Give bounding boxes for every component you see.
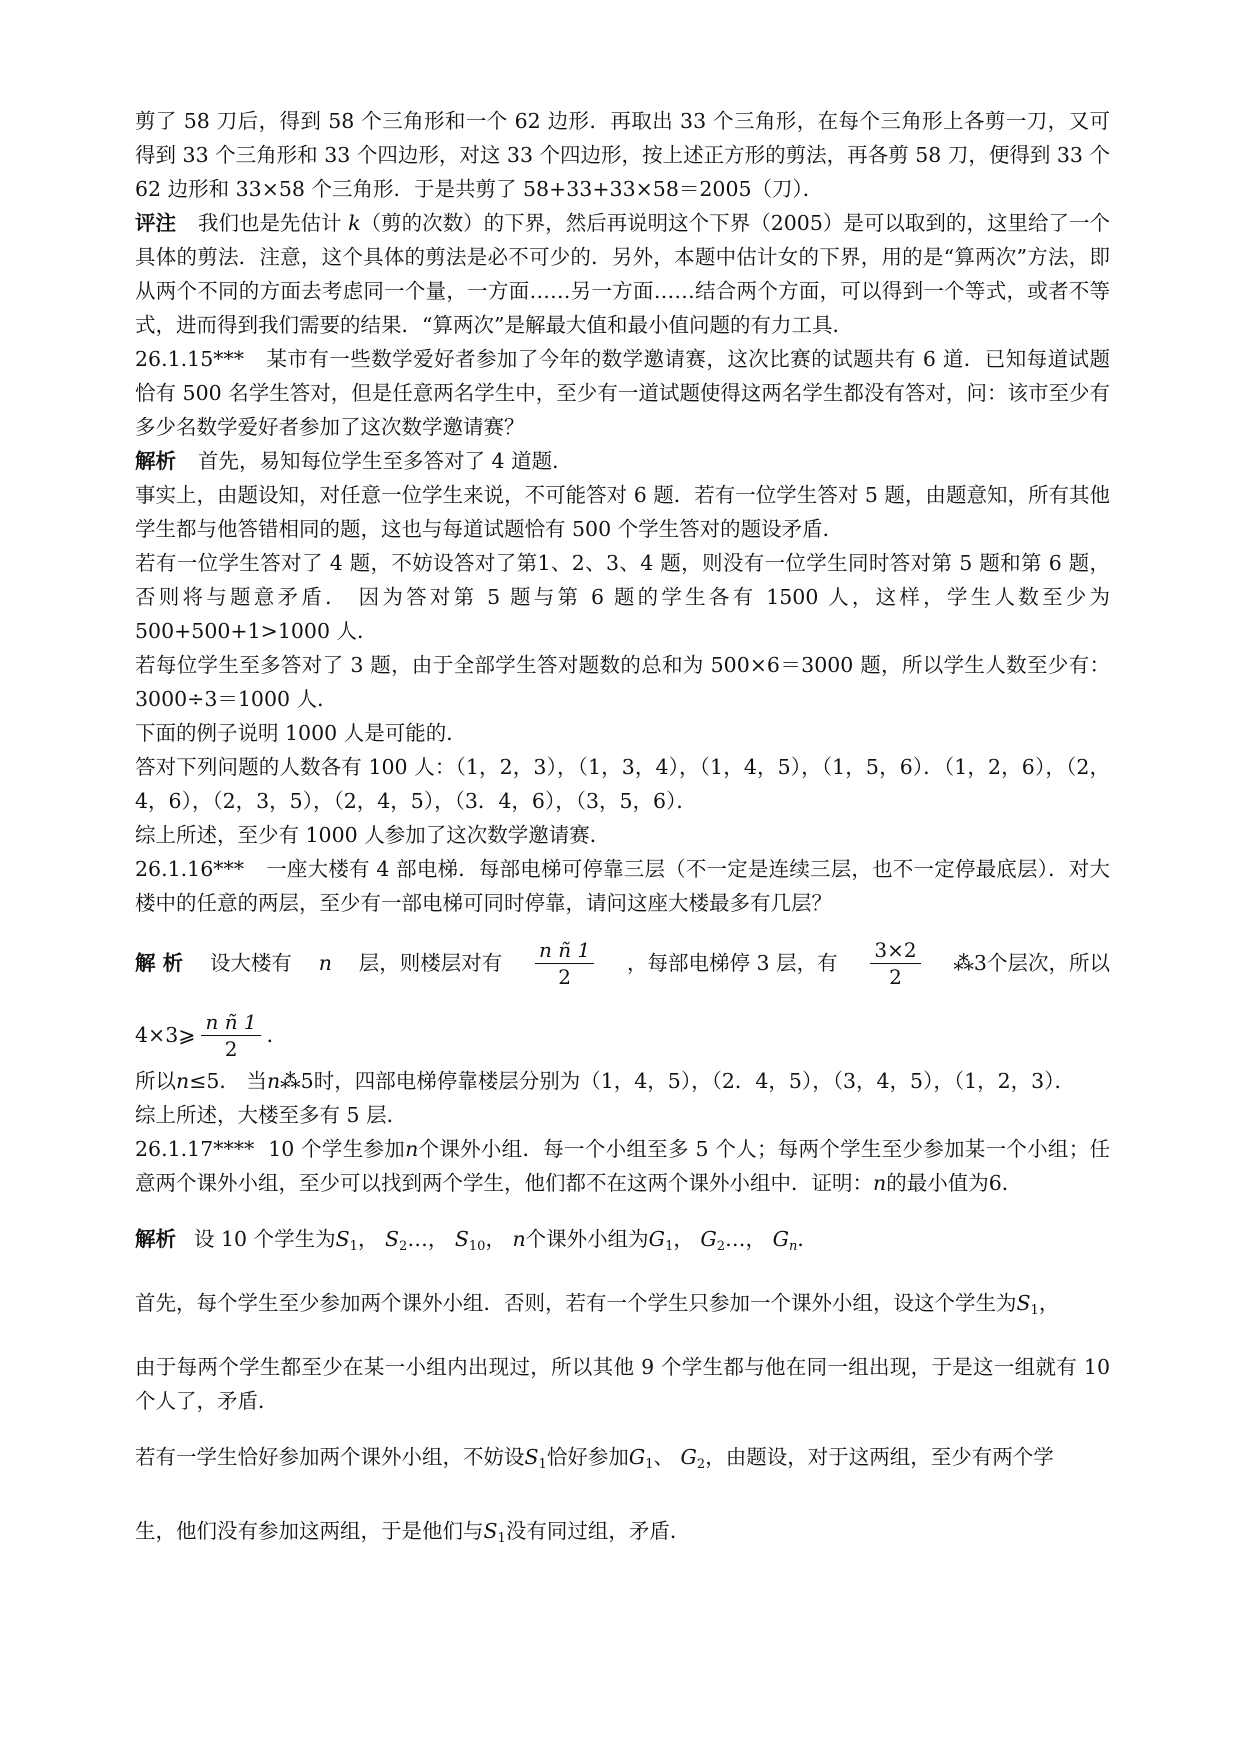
comment-label: 评注 xyxy=(135,211,177,235)
subscript: n xyxy=(788,1239,798,1254)
subscript: 1 xyxy=(665,1239,674,1254)
solution-16-line3-b: ≤5． 当 xyxy=(189,1069,267,1093)
solution-17-p3-c: 、 xyxy=(653,1445,674,1469)
fraction-numerator: 3×2 xyxy=(870,937,920,964)
comment-paragraph xyxy=(135,206,1110,342)
solution-17-intro xyxy=(135,1222,1110,1264)
var-G: G xyxy=(700,1227,717,1251)
inequality-end: ． xyxy=(266,1023,288,1047)
fraction-denominator: 2 xyxy=(224,1036,238,1061)
solution-17-label: 解析 xyxy=(135,1227,176,1251)
solution-16-conclusion: 综上所述，大楼至多有 5 层． xyxy=(135,1103,408,1127)
solution-16-text-b: 层，则楼层对有 xyxy=(358,951,503,975)
solution-17-text-b: ， xyxy=(357,1227,379,1251)
var-n: n xyxy=(405,1137,419,1161)
paragraph-cutting-conclusion: 剪了 58 刀后，得到 58 个三角形和一个 62 边形．再取出 33 个三角形，在每个三角形上各剪一刀，又可得到 33 个三角形和 33 个四边形，对这 33 个四边形，按上述正方形的剪法，再各剪 58 刀，便得到 33 个 62 边形和 33×58 个三角形．于是共剪了 58+33+33×58＝2005（刀）． xyxy=(135,109,1110,201)
var-k: k xyxy=(348,211,361,235)
solution-17-p3-d: ，由题设，对于这两组，至少有两个学 xyxy=(705,1445,1054,1469)
var-S: S xyxy=(483,1519,498,1543)
solution-15-label: 解析 xyxy=(135,449,176,473)
subscript: 1 xyxy=(538,1457,547,1472)
document-page xyxy=(135,104,1110,1556)
solution-16-line3-a: 所以 xyxy=(135,1069,176,1093)
subscript: 1 xyxy=(349,1239,358,1254)
solution-15-line: 若有一位学生答对了 4 题，不妨设答对了第1、2、3、4 题，则没有一位学生同时答对第 5 题和第 6 题，否则将与题意矛盾． 因为答对第 5 题与第 6 题的学生各有 1500 人，这样，学生人数至少为 500+500+1>1000 人． xyxy=(135,551,1110,643)
solution-17-para-4 xyxy=(135,1514,1110,1556)
problem-15 xyxy=(135,342,1110,444)
var-n: n xyxy=(318,951,332,975)
solution-17-para-1 xyxy=(135,1286,1110,1328)
solution-17-p1-text: 首先，每个学生至少参加两个课外小组．否则，若有一个学生只参加一个课外小组，设这个学生为 xyxy=(135,1291,1017,1315)
solution-16-text-a: 设大楼有 xyxy=(209,951,292,975)
var-n: n xyxy=(176,1069,190,1093)
var-S: S xyxy=(1016,1291,1031,1315)
subscript: 2 xyxy=(399,1239,408,1254)
var-G: G xyxy=(628,1445,646,1469)
solution-17-p1-end: ， xyxy=(1038,1291,1060,1315)
solution-15-line: 答对下列问题的人数各有 100 人：（1，2，3），（1，3，4），（1，4，5），（1，5，6）．（1，2，6），（2，4，6），（2，3，5），（2，4，5），（3．4，6），（3，5，6）． xyxy=(135,755,1110,813)
fraction-floor-pairs xyxy=(535,937,594,990)
problem-15-number: 26.1.15*** xyxy=(135,347,244,371)
var-S: S xyxy=(524,1445,539,1469)
solution-17-text-b2: ， xyxy=(673,1227,694,1251)
fraction-floor-pairs xyxy=(201,1009,260,1062)
solution-17-text-c: …， xyxy=(407,1227,449,1251)
solution-17-text-c2: …， xyxy=(725,1227,767,1251)
var-n: n xyxy=(873,1171,887,1195)
var-S: S xyxy=(384,1227,400,1251)
solution-17-text-d: ， xyxy=(485,1227,506,1251)
solution-15-first-text: 首先，易知每位学生至多答对了 4 道题． xyxy=(198,449,573,473)
subscript: 2 xyxy=(696,1457,706,1472)
comment-text-a: 我们也是先估计 xyxy=(198,211,342,235)
problem-17 xyxy=(135,1132,1110,1200)
problem-17-text-c: 的最小值为6． xyxy=(886,1171,1023,1195)
problem-17-text-a: 10 个学生参加 xyxy=(268,1137,406,1161)
var-n: n xyxy=(266,1069,281,1093)
solution-17-p4-b: 没有同过组，矛盾． xyxy=(505,1519,691,1543)
subscript: 1 xyxy=(497,1531,506,1546)
solution-17-p3-a: 若有一学生恰好参加两个课外小组，不妨设 xyxy=(135,1445,525,1469)
solution-17-para-3 xyxy=(135,1440,1110,1482)
solution-16-line-3 xyxy=(135,1064,1110,1098)
fraction-numerator: n ñ 1 xyxy=(535,937,594,964)
var-S: S xyxy=(454,1227,469,1251)
solution-16-text-d: ⁂3个层次，所以 xyxy=(953,951,1110,975)
solution-15-line: 若每位学生至多答对了 3 题，由于全部学生答对题数的总和为 500×6＝3000 题，所以学生人数至少有：3000÷3＝1000 人． xyxy=(135,653,1110,711)
solution-16-inequality xyxy=(135,1006,1110,1064)
problem-15-text: 某市有一些数学爱好者参加了今年的数学邀请赛，这次比赛的试题共有 6 道．已知每道试题恰有 500 名学生答对，但是任意两名学生中，至少有一道试题使得这两名学生都没有答对，问：该市至少有多少名数学爱好者参加了这次数学邀请赛？ xyxy=(135,347,1110,439)
solution-15-line: 事实上，由题设知，对任意一位学生来说，不可能答对 6 题．若有一位学生答对 5 题，由题意知，所有其他学生都与他答错相同的题，这也与每道试题恰有 500 个学生答对的题设矛盾． xyxy=(135,483,1110,541)
subscript: 2 xyxy=(716,1239,726,1254)
var-S: S xyxy=(335,1227,350,1251)
solution-17-text-a: 设 10 个学生为 xyxy=(194,1227,336,1251)
solution-17-para-2: 由于每两个学生都至少在某一小组内出现过，所以其他 9 个学生都与他在同一组出现，于是这一组就有 10 个人了，矛盾． xyxy=(135,1355,1110,1413)
problem-16 xyxy=(135,852,1110,920)
problem-16-number: 26.1.16*** xyxy=(135,857,244,881)
solution-15-line: 下面的例子说明 1000 人是可能的． xyxy=(135,721,467,745)
fraction-numerator: n ñ 1 xyxy=(201,1009,260,1036)
var-G: G xyxy=(648,1227,666,1251)
problem-17-text-b: 个课外小组．每一个小组至多 5 个人；每两个学生至少参加某一个小组；任意两个课外小组，至少可以找到两个学生，他们都不在这两个课外小组中．证明： xyxy=(135,1137,1110,1195)
subscript: 1 xyxy=(645,1457,654,1472)
inequality-left: 4×3⩾ xyxy=(135,1023,196,1047)
solution-16-line3-c: ⁂5时，四部电梯停靠楼层分别为（1，4，5），（2．4，5），（3，4，5），（1，2，3）． xyxy=(280,1069,1075,1093)
solution-17-text-f: ． xyxy=(797,1227,818,1251)
fraction-elevator-pairs xyxy=(870,937,920,990)
solution-17-p3-b: 恰好参加 xyxy=(546,1445,629,1469)
solution-16-line-1 xyxy=(135,934,1110,992)
var-G: G xyxy=(680,1445,697,1469)
var-n: n xyxy=(512,1227,526,1251)
subscript: 10 xyxy=(468,1239,486,1254)
fraction-denominator: 2 xyxy=(558,964,571,989)
fraction-denominator: 2 xyxy=(889,964,902,989)
comment-text-b: （剪的次数）的下界，然后再说明这个下界（2005）是可以取到的，这里给了一个具体的剪法．注意，这个具体的剪法是必不可少的．另外，本题中估计女的下界，用的是“算两次”方法，即从两个不同的方面去考虑同一个量，一方面……另一方面……结合两个方面，可以得到一个等式，或者不等式，进而得到我们需要的结果．“算两次”是解最大值和最小值问题的有力工具． xyxy=(135,211,1110,337)
solution-17-p4-a: 生，他们没有参加这两组，于是他们与 xyxy=(135,1519,484,1543)
solution-17-text-e: 个课外小组为 xyxy=(525,1227,649,1251)
solution-16-text-c: ，每部电梯停 3 层，有 xyxy=(627,951,838,975)
var-G: G xyxy=(772,1227,789,1251)
problem-17-number: 26.1.17**** xyxy=(135,1137,255,1161)
subscript: 1 xyxy=(1030,1303,1039,1318)
problem-16-text: 一座大楼有 4 部电梯．每部电梯可停靠三层（不一定是连续三层，也不一定停最底层）．对大楼中的任意的两层，至少有一部电梯可同时停靠，请问这座大楼最多有几层？ xyxy=(135,857,1110,915)
solution-15-first xyxy=(135,444,1110,478)
solution-16-label: 解 析 xyxy=(135,951,184,975)
solution-15-line: 综上所述，至少有 1000 人参加了这次数学邀请赛． xyxy=(135,823,611,847)
